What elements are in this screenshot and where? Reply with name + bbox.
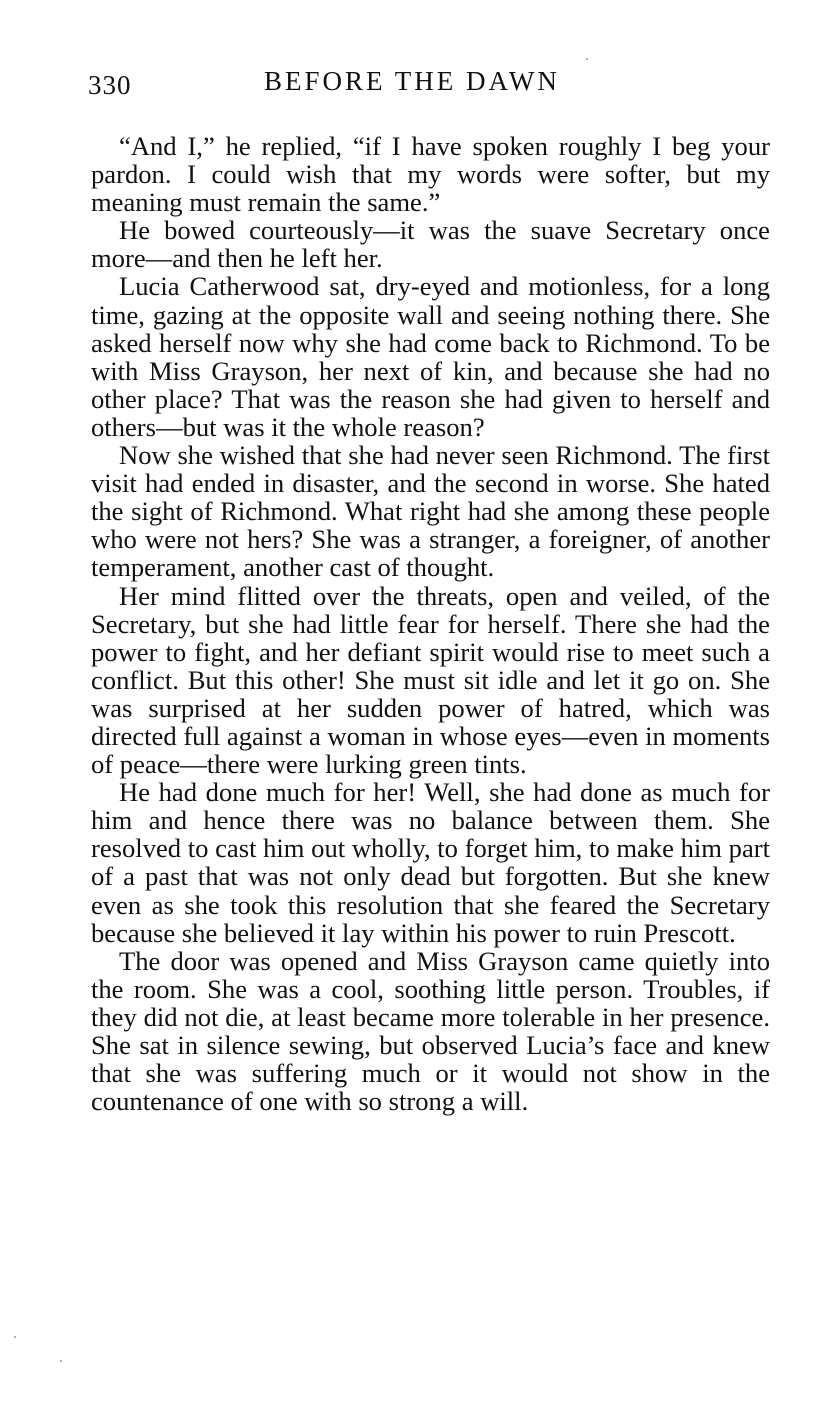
paragraph: The door was opened and Miss Grayson came quietly into the room. She was a cool, soothing little person. Troubles, if they did not die, at least became more tolerable in her presence. She sat in silence sewing, but observed Lucia’s face and knew that she was suffering much or it would not show in the countenance of one with so strong a will. bbox=[91, 945, 770, 1117]
scan-speck bbox=[60, 1360, 62, 1362]
paragraph: He bowed courteously—it was the suave Secretary once more—and then he left her. bbox=[91, 215, 770, 274]
scan-speck bbox=[586, 58, 588, 60]
paragraph: Her mind flitted over the threats, open and veiled, of the Secretary, but she had little fear for herself. There she had the power to fight, and her defiant spirit would rise to meet such a conflict. But this other! She must sit idle and let it go on. She was surprised at her sudden power of hatred, which was directed full against a woman in whose eyes—even in moments of peace—there were lurking green tints. bbox=[91, 580, 770, 780]
running-title: BEFORE THE DAWN bbox=[264, 66, 560, 96]
scan-speck bbox=[14, 1336, 16, 1338]
paragraph: Now she wished that she had never seen Richmond. The first visit had ended in disaster, and the second in worse. She hated the sight of Richmond. What right had she among these people who were not hers? She was a stranger, a foreigner, of another temperament, another cast of thought. bbox=[91, 440, 770, 583]
paragraph: Lucia Catherwood sat, dry-eyed and motionless, for a long time, gazing at the opposite wall and seeing nothing there. She asked herself now why she had come back to Richmond. To be with Miss Grayson, her next of kin, and because she had no other place? That was the reason she had given to herself and others—but was it the whole reason? bbox=[91, 271, 770, 442]
body-text bbox=[91, 132, 770, 1115]
paragraph: “And I,” he replied, “if I have spoken roughly I beg your pardon. I could wish that my words were softer, but my meaning must remain the same.” bbox=[91, 131, 770, 218]
paragraph: He had done much for her! Well, she had done as much for him and hence there was no balance between them. She resolved to cast him out wholly, to forget him, to make him part of a past that was not only dead but forgotten. But she knew even as she took this resolution that she feared the Secretary because she believed it lay within his power to ruin Prescott. bbox=[91, 777, 770, 948]
running-head bbox=[88, 66, 768, 106]
page-number: 330 bbox=[88, 70, 132, 100]
